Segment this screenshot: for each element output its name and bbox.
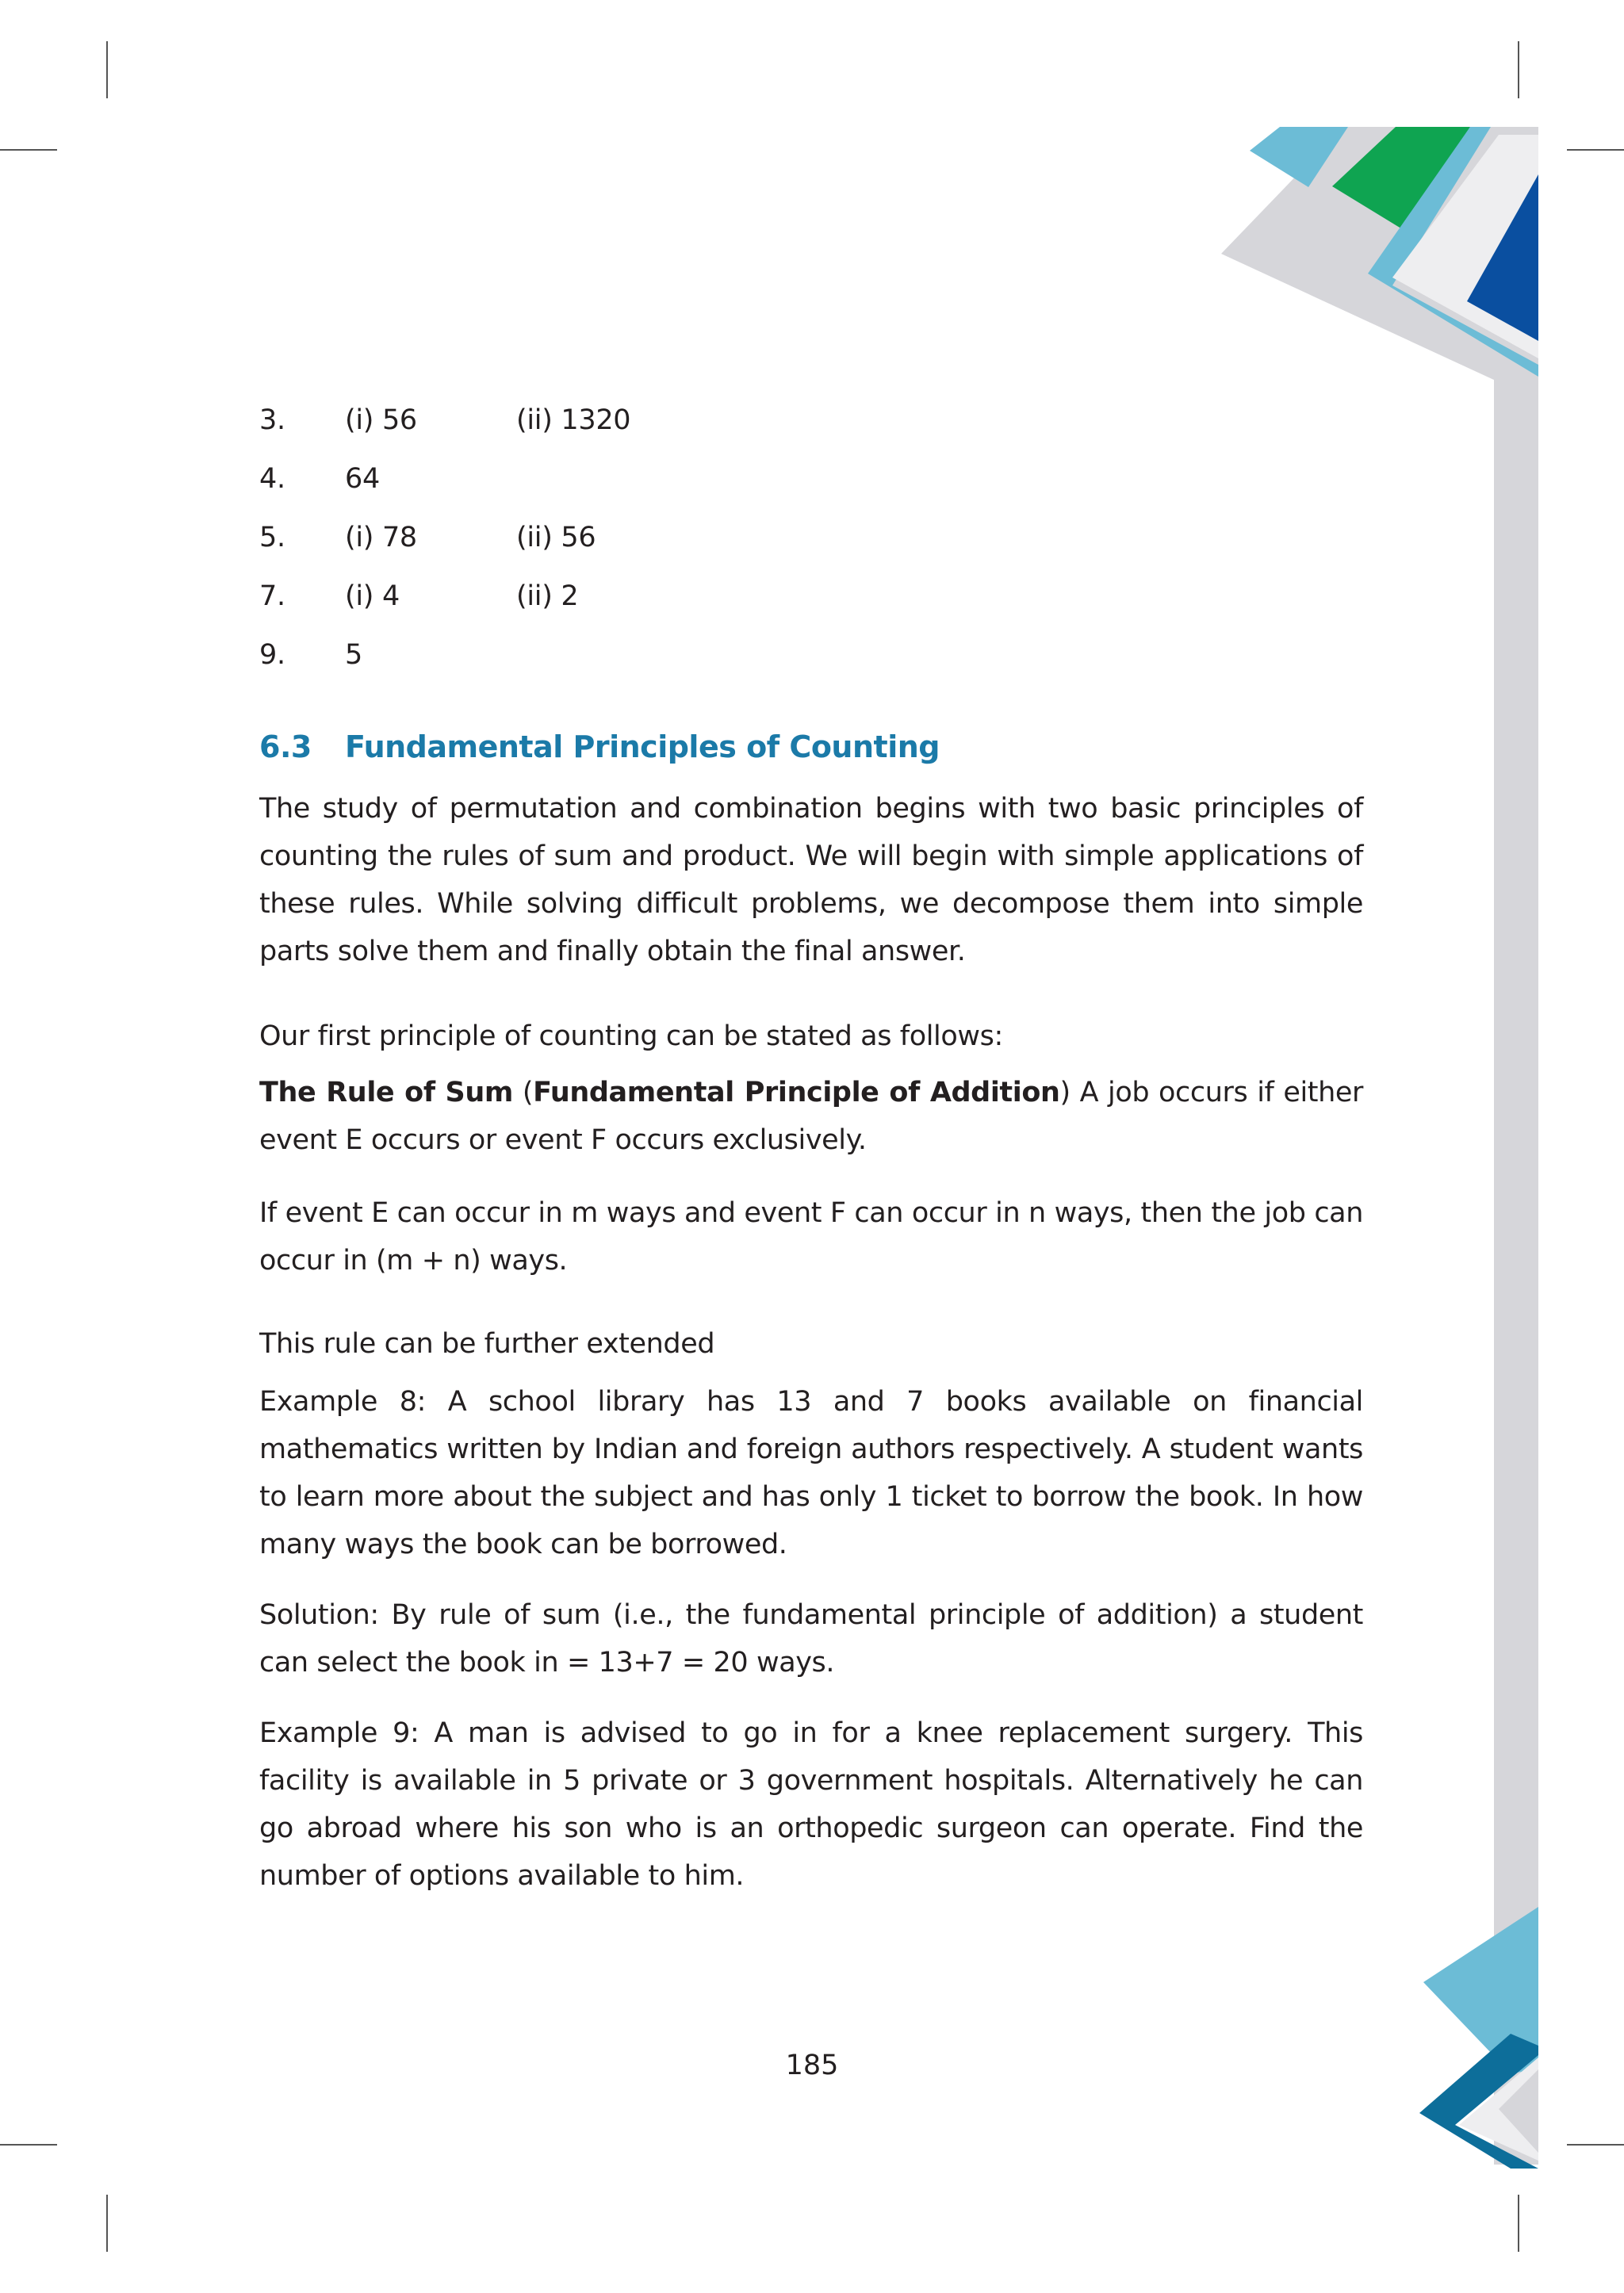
answer-part-a: (i) 78 xyxy=(345,522,417,553)
page-number: 185 xyxy=(785,2050,839,2081)
section-number: 6.3 xyxy=(259,729,312,764)
first-principle-line: Our first principle of counting can be stated as follows: xyxy=(259,1020,1003,1052)
answer-part-b: (ii) 1320 xyxy=(516,404,631,436)
section-heading xyxy=(259,729,940,764)
section-title: Fundamental Principles of Counting xyxy=(345,729,940,764)
answer-part-a: 64 xyxy=(345,463,380,495)
intro-paragraph: The study of permutation and combination begins with two basic principles of counting the rules of sum and product. We will begin with simple applications of these rules. While solving difficult problems, we decompose them into simple parts solve them and finally obtain the final answer. xyxy=(259,793,1363,967)
rule-detail-paragraph: If event E can occur in m ways and event F can occur in n ways, then the job can occur in (m + n) ways. xyxy=(259,1197,1363,1277)
answer-part-b: (ii) 2 xyxy=(516,580,579,612)
answer-part-b: (ii) 56 xyxy=(516,522,596,553)
answer-part-a: (i) 4 xyxy=(345,580,400,612)
rule-of-sum-paragraph xyxy=(259,1069,1363,1164)
answer-number: 3. xyxy=(259,404,285,436)
rule-open-paren: ( xyxy=(512,1077,534,1108)
answer-number: 4. xyxy=(259,463,285,495)
answer-number: 9. xyxy=(259,639,285,671)
extended-line: This rule can be further extended xyxy=(259,1328,715,1360)
rule-title: The Rule of Sum xyxy=(259,1077,513,1108)
solution-8-paragraph: Solution: By rule of sum (i.e., the fundamental principle of addition) a student can select the book in = 13+7 = 20 ways. xyxy=(259,1599,1363,1679)
decor-grey-band xyxy=(1494,333,1538,2165)
example-8-paragraph: Example 8: A school library has 13 and 7 books available on financial mathematics written by Indian and foreign authors respectively. A student wants to learn more about the subject and has only 1 ticket to borrow the book. In how many ways the book can be borrowed. xyxy=(259,1386,1363,1560)
rule-text: ) A job occurs if either event E occurs or event F occurs exclusively. xyxy=(259,1077,1364,1156)
rule-subtitle: Fundamental Principle of Addition xyxy=(533,1077,1060,1108)
example-9-paragraph: Example 9: A man is advised to go in for a knee replacement surgery. This facility is available in 5 private or 3 government hospitals. Alternatively he can go abroad where his son who is an orthopedic surgeon can operate. Find the number of options available to him. xyxy=(259,1717,1363,1892)
answer-part-a: (i) 56 xyxy=(345,404,417,436)
answer-number: 7. xyxy=(259,580,285,612)
answer-number: 5. xyxy=(259,522,285,553)
answer-part-a: 5 xyxy=(345,639,362,671)
